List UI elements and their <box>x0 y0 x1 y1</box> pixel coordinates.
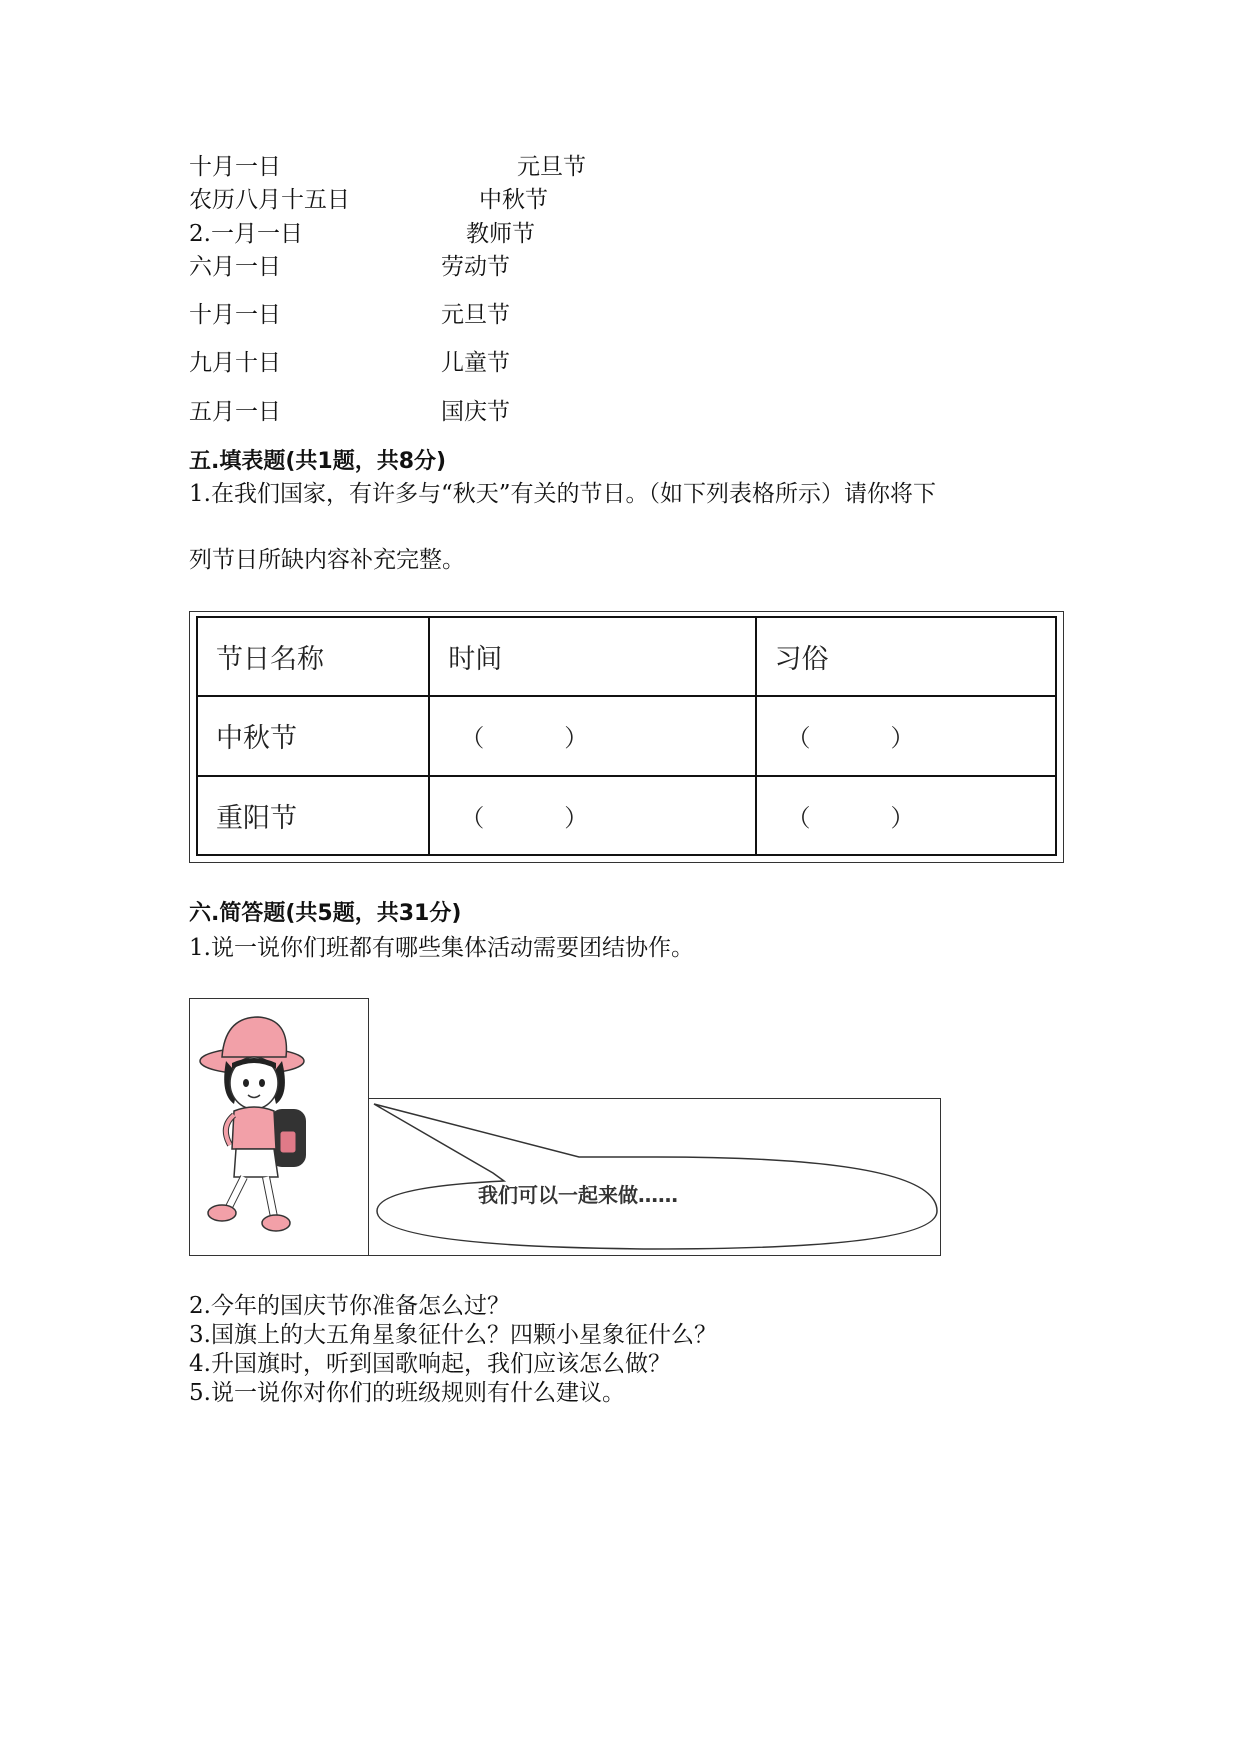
festival-name: 重阳节 <box>197 776 429 855</box>
header-custom: 习俗 <box>756 617 1056 696</box>
table-header-row <box>197 617 1056 696</box>
header-festival-name: 节日名称 <box>197 617 429 696</box>
match-b-left-3: 九月十日 <box>189 350 281 376</box>
section6-q2: 2.今年的国庆节你准备怎么过？ <box>189 1293 510 1319</box>
match-a-right-1: 元旦节 <box>517 154 586 180</box>
section6-q4: 4.升国旗时，听到国歌响起，我们应该怎么做？ <box>189 1351 671 1377</box>
match-b-right-4: 国庆节 <box>441 399 510 425</box>
girl-illustration-frame <box>189 998 369 1256</box>
match-b-right-2: 元旦节 <box>441 302 510 328</box>
custom-blank[interactable]: （ ） <box>756 696 1056 775</box>
section6-heading: 六.简答题(共5题，共31分) <box>189 901 462 926</box>
table-row <box>197 696 1056 775</box>
section5-question-line1: 1.在我们国家，有许多与“秋天”有关的节日。（如下列表格所示）请你将下 <box>189 481 936 507</box>
time-blank[interactable]: （ ） <box>429 776 755 855</box>
section6-q1: 1.说一说你们班都有哪些集体活动需要团结协作。 <box>189 935 694 961</box>
match-b-question: 2.一月一日 <box>189 221 303 247</box>
section5-question-line2: 列节日所缺内容补充完整。 <box>189 547 465 573</box>
table-row <box>197 776 1056 855</box>
header-time: 时间 <box>429 617 755 696</box>
match-b-right-1: 劳动节 <box>441 254 510 280</box>
festival-name: 中秋节 <box>197 696 429 775</box>
time-blank[interactable]: （ ） <box>429 696 755 775</box>
match-b-left-2: 十月一日 <box>189 302 281 328</box>
section5-heading: 五.填表题(共1题，共8分) <box>189 449 447 474</box>
custom-blank[interactable]: （ ） <box>756 776 1056 855</box>
festival-table <box>196 616 1057 856</box>
speech-frame <box>369 1098 941 1256</box>
match-a-right-2: 中秋节 <box>479 187 548 213</box>
match-b-right-0: 教师节 <box>466 221 535 247</box>
speech-bubble <box>369 1099 940 1256</box>
girl-illustration <box>190 999 368 1255</box>
match-a-left-1: 十月一日 <box>189 154 281 180</box>
match-b-right-3: 儿童节 <box>441 350 510 376</box>
match-b-left-4: 五月一日 <box>189 399 281 425</box>
section6-q5: 5.说一说你对你们的班级规则有什么建议。 <box>189 1380 625 1406</box>
section6-q3: 3.国旗上的大五角星象征什么？四颗小星象征什么？ <box>189 1322 717 1348</box>
match-b-left-1: 六月一日 <box>189 254 281 280</box>
match-a-left-2: 农历八月十五日 <box>189 187 350 213</box>
speech-text: 我们可以一起来做…… <box>478 1183 678 1207</box>
